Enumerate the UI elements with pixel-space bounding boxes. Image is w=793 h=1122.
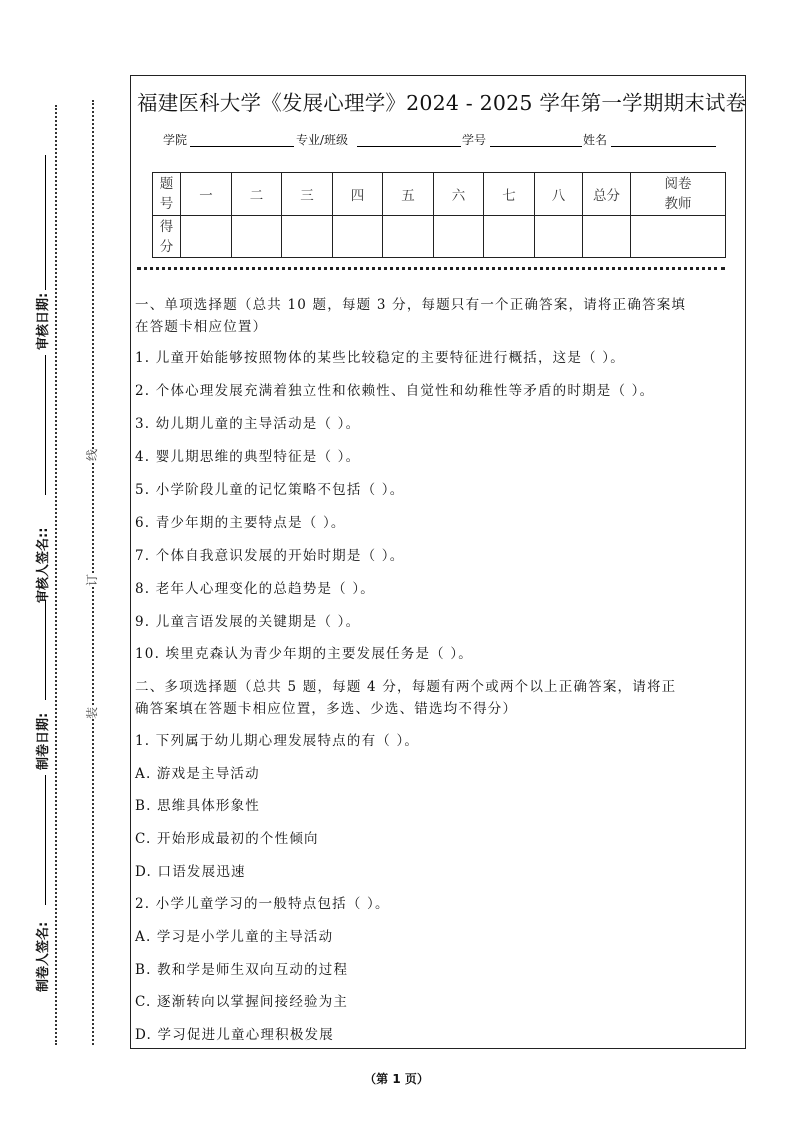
question: 2. 小学儿童学习的一般特点包括（ ）。 [135,896,390,912]
signature-underline [45,600,46,700]
question: 3. 幼儿期儿童的主导活动是（ ）。 [135,416,361,432]
field-label-college: 学院 [163,133,188,147]
col-header: 一 [181,173,232,216]
name-field[interactable] [611,146,716,147]
reviewer-signature-label: 审核人签名:: [36,527,51,603]
cut-mark-zhuang: 装 [85,706,100,720]
signature-underline [45,775,46,905]
field-label-student-id: 学号 [462,133,487,147]
question: 7. 个体自我意识发展的开始时期是（ ）。 [135,548,405,564]
section1-heading: 在答题卡相应位置） [135,319,268,335]
score-cell[interactable] [434,216,484,258]
option: B. 思维具体形象性 [135,798,261,814]
page-number: （第 1 页） [364,1072,429,1086]
col-header: 二 [232,173,282,216]
signature-underline [45,355,46,495]
col-header: 四 [333,173,383,216]
field-label-name: 姓名 [583,133,608,147]
score-cell[interactable] [232,216,282,258]
option: C. 开始形成最初的个性倾向 [135,831,319,847]
score-cell[interactable] [383,216,434,258]
option: D. 学习促进儿童心理积极发展 [135,1027,334,1043]
question: 1. 下列属于幼儿期心理发展特点的有（ ）。 [135,733,420,749]
question: 4. 婴儿期思维的典型特征是（ ）。 [135,449,361,465]
col-header: 八 [535,173,583,216]
review-date-label: 审核日期: [36,292,51,350]
separator-dotted-line [137,267,725,270]
college-field[interactable] [190,146,294,147]
col-header: 六 [434,173,484,216]
inner-cut-line [92,100,94,1045]
option: C. 逐渐转向以掌握间接经验为主 [135,994,349,1010]
section2-heading: 二、多项选择题（总共 5 题，每题 4 分，每题有两个或两个以上正确答案，请将正 [135,679,677,695]
score-cell[interactable] [535,216,583,258]
row-label-question-number: 题 号 [153,173,181,216]
score-cell[interactable] [282,216,333,258]
exam-title: 福建医科大学《发展心理学》2024 - 2025 学年第一学期期末试卷 [137,91,747,115]
outer-cut-line [55,105,57,1045]
composer-signature-label: 制卷人签名: [36,921,51,992]
col-header: 五 [383,173,434,216]
option: A. 学习是小学儿童的主导活动 [135,929,334,945]
option: A. 游戏是主导活动 [135,766,260,782]
signature-underline [45,155,46,290]
compose-date-label: 制卷日期: [36,712,51,770]
score-cell[interactable] [333,216,383,258]
section1-heading: 一、单项选择题（总共 10 题，每题 3 分，每题只有一个正确答案，请将正确答案填 [135,297,687,313]
question: 6. 青少年期的主要特点是（ ）。 [135,515,346,531]
section2-heading: 确答案填在答题卡相应位置，多选、少选、错选均不得分） [135,701,518,717]
question: 1. 儿童开始能够按照物体的某些比较稳定的主要特征进行概括，这是（ ）。 [135,350,625,366]
option: B. 教和学是师生双向互动的过程 [135,962,349,978]
student-id-field[interactable] [490,146,582,147]
cut-mark-xian: 线 [85,448,100,462]
field-label-major-class: 专业/班级 [296,133,349,147]
col-header-grader: 阅卷 教师 [631,173,726,216]
score-cell[interactable] [583,216,631,258]
major-class-field[interactable] [357,146,461,147]
grader-cell[interactable] [631,216,726,258]
score-cell[interactable] [484,216,535,258]
score-cell[interactable] [181,216,232,258]
question: 8. 老年人心理变化的总趋势是（ ）。 [135,581,376,597]
question: 9. 儿童言语发展的关键期是（ ）。 [135,614,361,630]
col-header: 七 [484,173,535,216]
question: 2. 个体心理发展充满着独立性和依赖性、自觉性和幼稚性等矛盾的时期是（ ）。 [135,383,655,399]
cut-mark-ding: 订 [85,573,100,587]
option: D. 口语发展迅速 [135,864,246,880]
col-header-total: 总分 [583,173,631,216]
question: 5. 小学阶段儿童的记忆策略不包括（ ）。 [135,482,405,498]
question: 10. 埃里克森认为青少年期的主要发展任务是（ ）。 [135,646,474,662]
score-table [152,172,726,258]
col-header: 三 [282,173,333,216]
row-label-score: 得 分 [153,216,181,258]
